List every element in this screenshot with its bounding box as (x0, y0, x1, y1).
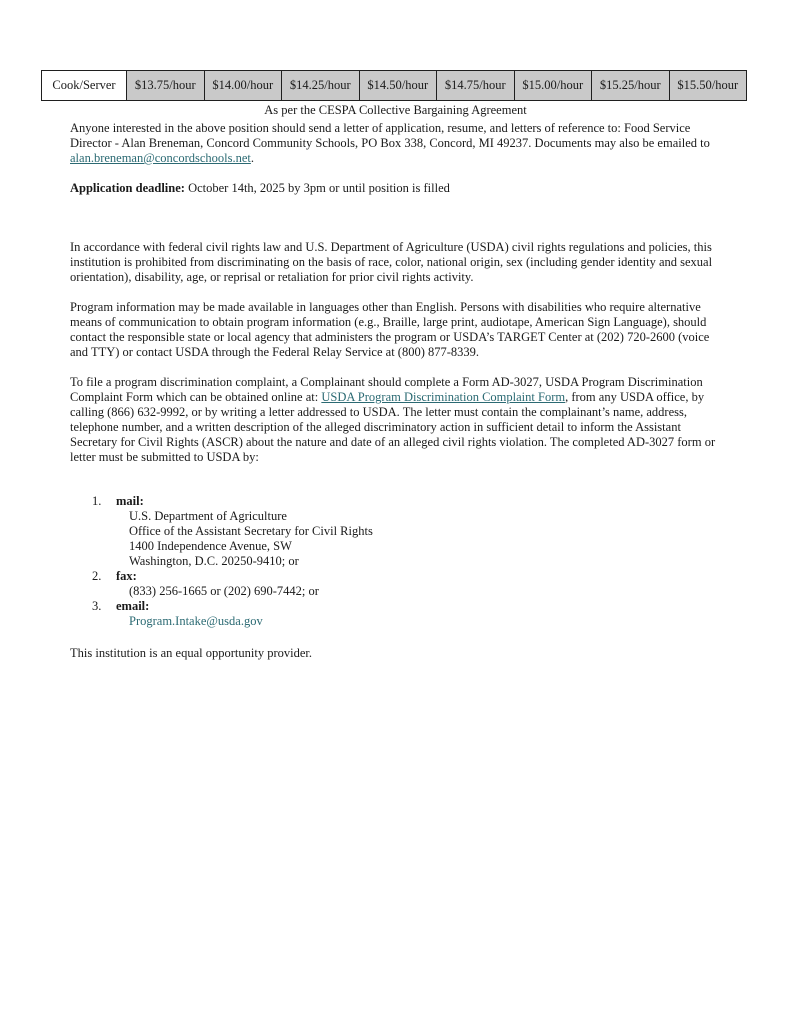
rate-cell: $15.00/hour (514, 71, 592, 101)
method-label: mail: (116, 494, 144, 508)
rate-cell: $14.50/hour (359, 71, 437, 101)
wage-table (41, 70, 747, 101)
rate-cell: $14.00/hour (204, 71, 282, 101)
fax-numbers: (833) 256-1665 or (202) 690-7442; or (129, 584, 319, 598)
nondiscrimination-paragraph: In accordance with federal civil rights law and U.S. Department of Agriculture (USDA) civil rights regulations and policies, this institution is prohibited from discriminating on the basis of race, color, national origin, sex (including gender identity and sexual orientation), disability, age, or reprisal or retaliation for prior civil rights activity. (70, 240, 713, 284)
equal-opportunity-statement: This institution is an equal opportunity provider. (70, 646, 312, 660)
list-item-mail (70, 494, 670, 569)
language-access-paragraph: Program information may be made available in languages other than English. Persons with disabilities who require alternative means of communication to obtain program information (e.g., Braille, large print, audiotape, American Sign Language), should contact the responsible state or local agency that administers the program or USDA’s TARGET Center at (202) 720-2600 (voice and TTY) or contact USDA through the Federal Relay Service at (800) 877-8339. (70, 300, 710, 359)
application-paragraph (70, 121, 730, 166)
deadline-value: October 14th, 2025 by 3pm or until position is filled (184, 181, 450, 195)
list-item-email (70, 599, 670, 629)
method-label: fax: (116, 569, 137, 583)
list-item-fax (70, 569, 670, 599)
list-number: 2. (92, 569, 102, 583)
deadline-label: Application deadline: (70, 181, 185, 195)
address-line: U.S. Department of Agriculture (129, 509, 287, 523)
contact-email-link[interactable]: alan.breneman@concordschools.net (70, 151, 251, 165)
complaint-text-start: To file a program discrimination complaint, a Complainant should complete a Form AD-3027, USDA Program Discrimination Complaint Form which can be obtained online at: (70, 375, 703, 404)
address-line: Office of the Assistant Secretary for Civil Rights (129, 524, 373, 538)
address-line: 1400 Independence Avenue, SW (129, 539, 292, 553)
rate-cell: $14.75/hour (437, 71, 515, 101)
rate-cell: $14.25/hour (282, 71, 360, 101)
rate-cell: $15.50/hour (669, 71, 747, 101)
rate-cell: $13.75/hour (127, 71, 205, 101)
list-number: 1. (92, 494, 102, 508)
position-cell: Cook/Server (42, 71, 127, 101)
deadline-paragraph (70, 181, 730, 196)
application-text: Anyone interested in the above position should send a letter of application, resume, and letters of reference to: Food Service Director - Alan Breneman, Concord Community Schools, PO Box 338, Concord, MI 49237. Documents may also be emailed to (70, 121, 710, 150)
complaint-text-end: , from any USDA office, by calling (866) 632-9992, or by writing a letter addressed to USDA. The letter must contain the complainant’s name, address, telephone number, and a written description of the alleged discriminatory action in sufficient detail to inform the Assistant Secretary for Civil Rights (ASCR) about the nature and date of an alleged civil rights violation. The completed AD-3027 form or letter must be submitted to USDA by: (70, 390, 716, 464)
submission-methods-list (70, 494, 670, 629)
list-number: 3. (92, 599, 102, 613)
rate-cell: $15.25/hour (592, 71, 670, 101)
complaint-form-link[interactable]: USDA Program Discrimination Complaint Form (321, 390, 566, 404)
address-line: Washington, D.C. 20250-9410; or (129, 554, 299, 568)
wage-row (42, 71, 747, 101)
intake-email-link[interactable]: Program.Intake@usda.gov (129, 614, 263, 628)
email-line (116, 614, 670, 629)
mail-address (116, 509, 670, 569)
table-caption: As per the CESPA Collective Bargaining Agreement (264, 103, 527, 117)
method-label: email: (116, 599, 150, 613)
complaint-paragraph (70, 375, 730, 465)
application-tail: . (250, 151, 255, 165)
